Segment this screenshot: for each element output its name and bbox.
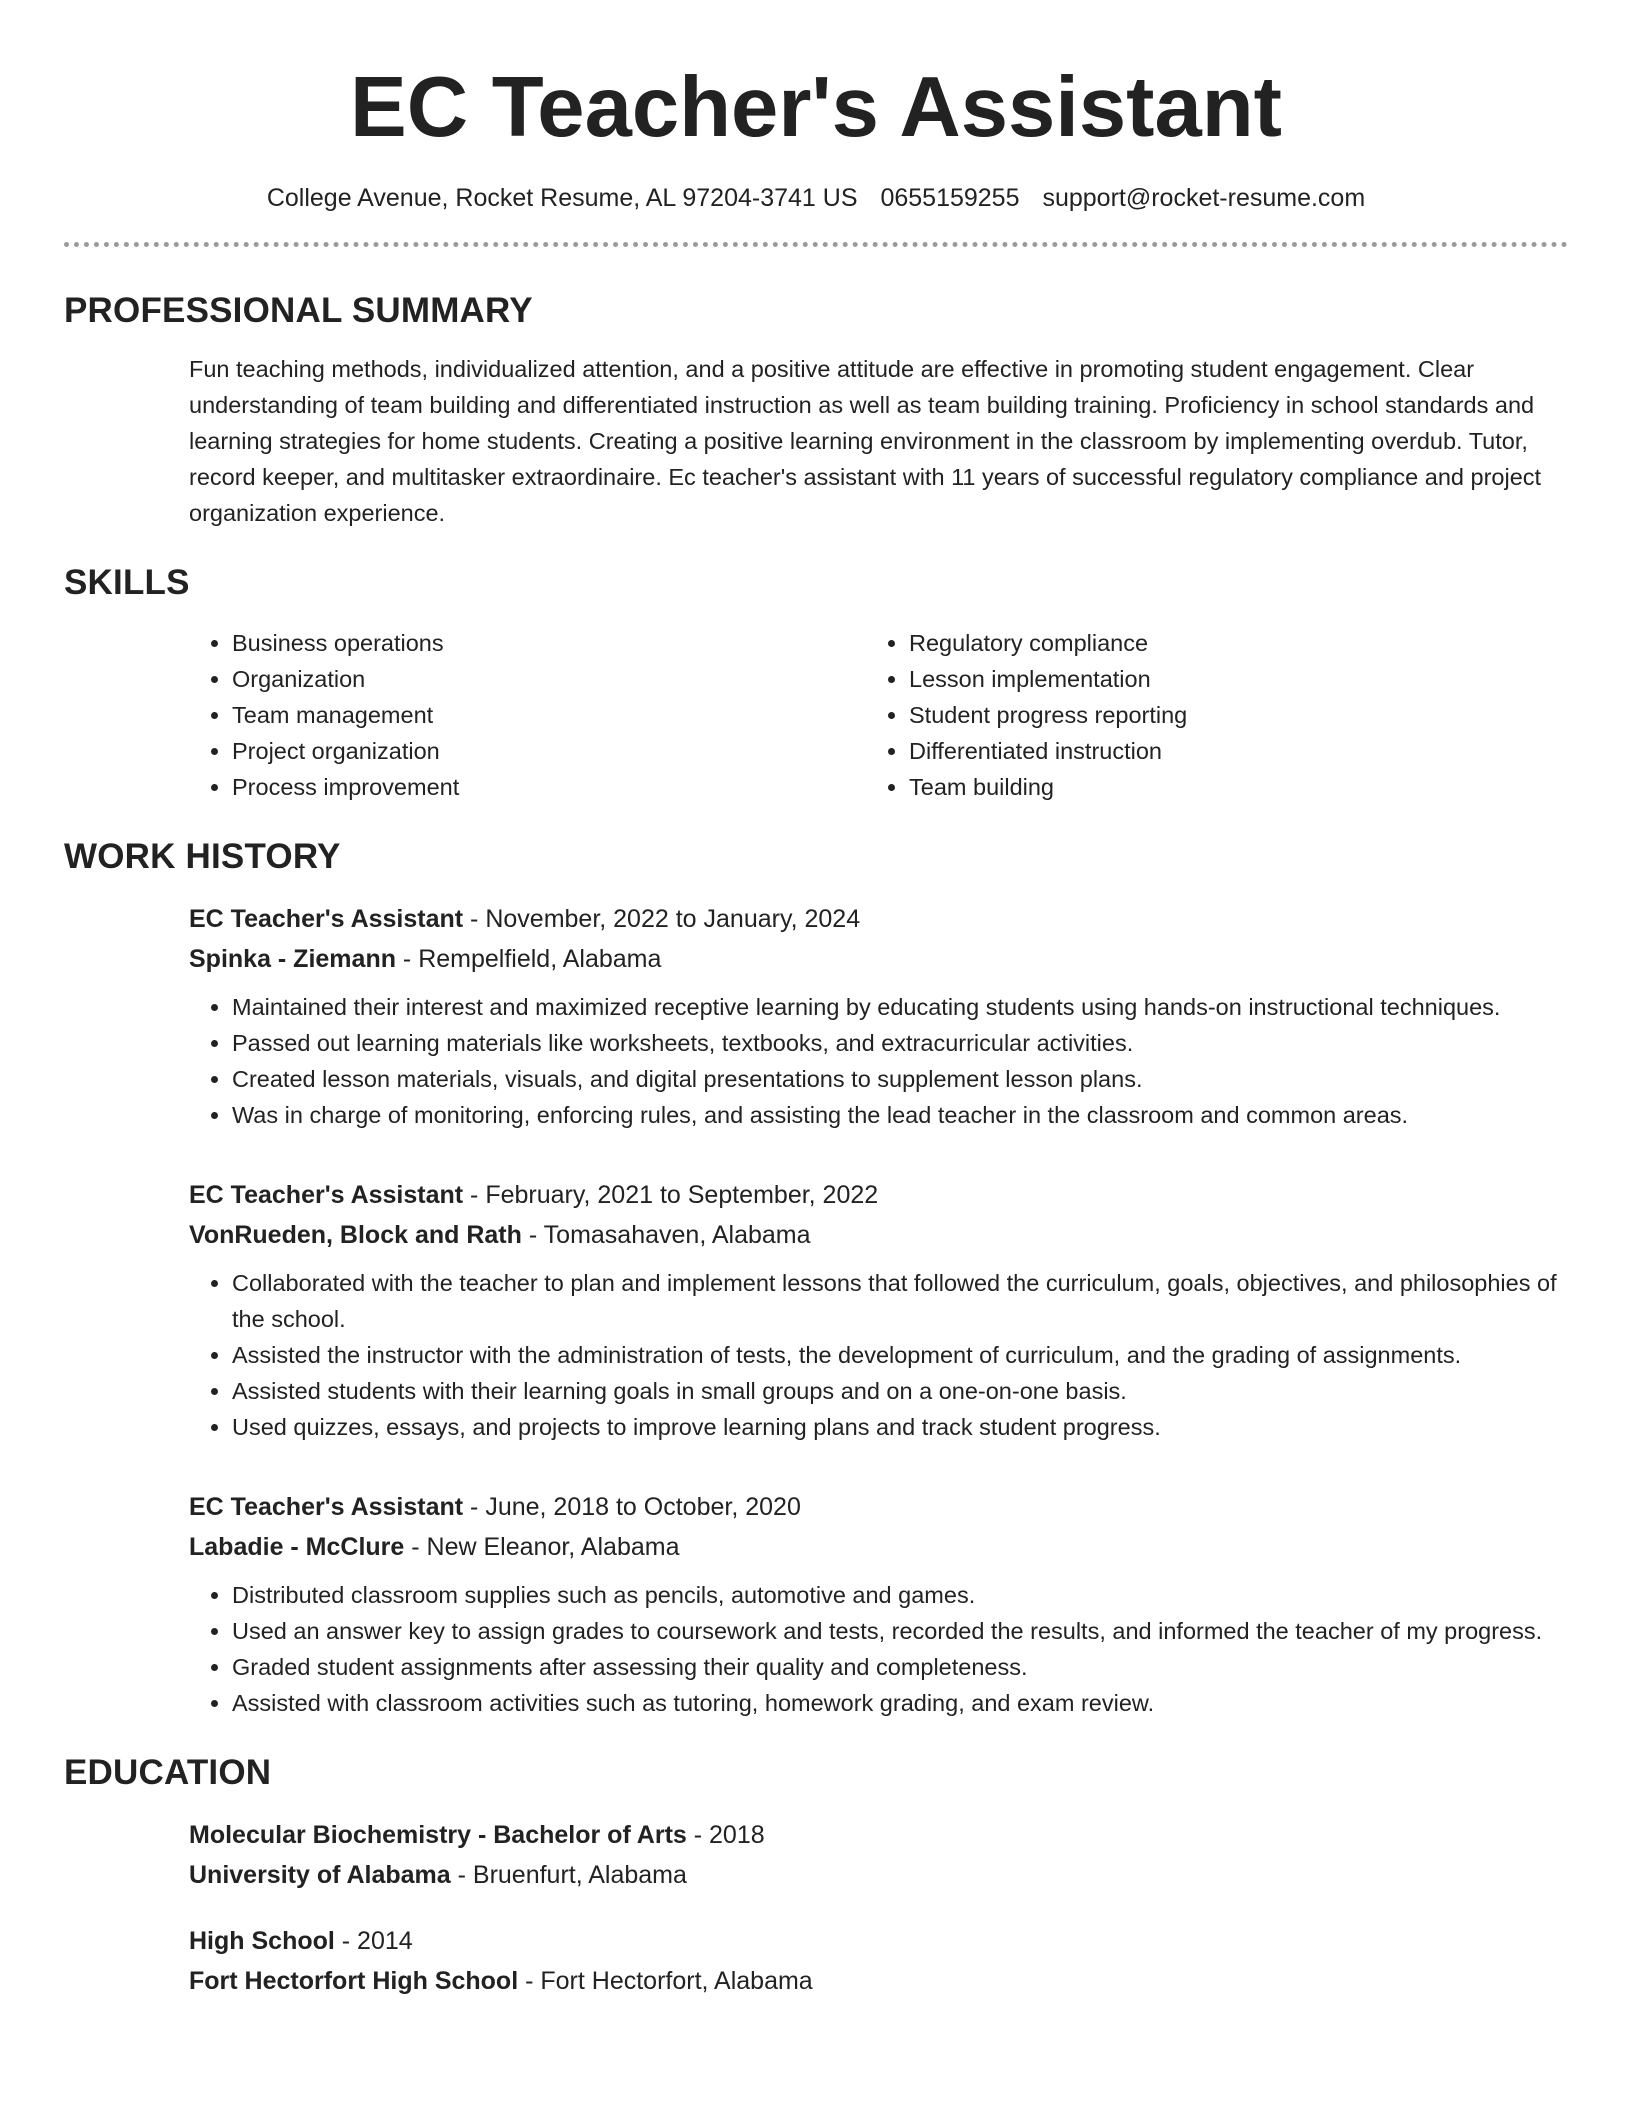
job-bullet: • Collaborated with the teacher to plan and implement lessons that followed the curriculum, goals, objectives, and philosophies of the school.	[232, 1265, 1568, 1337]
skills-section	[64, 625, 1568, 805]
contact-line	[64, 180, 1568, 216]
job-role: EC Teacher's Assistant	[189, 1181, 464, 1209]
section-title-education: EDUCATION	[64, 1753, 272, 1792]
education-entry	[189, 1815, 1568, 1895]
education-school: University of Alabama	[189, 1861, 451, 1889]
job-bullet: • Graded student assignments after assessing their quality and completeness.	[232, 1649, 1568, 1685]
resume-name: EC Teacher's Assistant	[350, 60, 1282, 155]
education-school: Fort Hectorfort High School	[189, 1967, 519, 1995]
skill-item: • Regulatory compliance	[909, 625, 1543, 661]
job-company: VonRueden, Block and Rath	[189, 1221, 522, 1249]
education-degree-line	[189, 1921, 1568, 1961]
skills-list-right	[866, 625, 1543, 805]
job-role: EC Teacher's Assistant	[189, 1493, 464, 1521]
job-bullets	[189, 1265, 1568, 1445]
skill-item: • Team building	[909, 769, 1543, 805]
job-bullets	[189, 989, 1568, 1133]
header-divider	[64, 242, 1568, 247]
contact-email: support@rocket-resume.com	[1042, 184, 1366, 212]
work-history-section	[64, 899, 1568, 1721]
job-title-line	[189, 1487, 1568, 1527]
job-location: - Tomasahaven, Alabama	[521, 1221, 811, 1249]
job-bullet: • Assisted with classroom activities such as tutoring, homework grading, and exam review.	[232, 1685, 1568, 1721]
section-title-skills: SKILLS	[64, 563, 190, 602]
job-entry	[189, 1175, 1568, 1445]
job-title-line	[189, 1175, 1568, 1215]
education-school-line	[189, 1855, 1568, 1895]
section-title-work-history: WORK HISTORY	[64, 837, 341, 876]
job-bullet: • Was in charge of monitoring, enforcing rules, and assisting the lead teacher in the classroom and common areas.	[232, 1097, 1568, 1133]
skill-item: • Business operations	[232, 625, 866, 661]
job-dates: - November, 2022 to January, 2024	[463, 905, 861, 933]
education-entry	[189, 1921, 1568, 2001]
job-location: - Rempelfield, Alabama	[395, 945, 662, 973]
job-bullet: • Maintained their interest and maximized receptive learning by educating students using hands-on instructional techniques.	[232, 989, 1568, 1025]
education-location: - Fort Hectorfort, Alabama	[518, 1967, 813, 1995]
skill-item: • Lesson implementation	[909, 661, 1543, 697]
contact-address: College Avenue, Rocket Resume, AL 97204-3741 US	[266, 184, 858, 212]
job-company-line	[189, 1215, 1568, 1255]
job-bullet: • Used an answer key to assign grades to coursework and tests, recorded the results, and informed the teacher of my progress.	[232, 1613, 1568, 1649]
job-bullet: • Used quizzes, essays, and projects to improve learning plans and track student progress.	[232, 1409, 1568, 1445]
skill-item: • Differentiated instruction	[909, 733, 1543, 769]
skill-item: • Project organization	[232, 733, 866, 769]
job-company-line	[189, 1527, 1568, 1567]
skill-item: • Team management	[232, 697, 866, 733]
job-dates: - February, 2021 to September, 2022	[463, 1181, 879, 1209]
job-role: EC Teacher's Assistant	[189, 905, 464, 933]
contact-phone: 0655159255	[880, 184, 1020, 212]
section-title-summary: PROFESSIONAL SUMMARY	[64, 291, 533, 330]
job-bullet: • Passed out learning materials like worksheets, textbooks, and extracurricular activities.	[232, 1025, 1568, 1061]
job-dates: - June, 2018 to October, 2020	[463, 1493, 801, 1521]
skill-item: • Process improvement	[232, 769, 866, 805]
education-location: - Bruenfurt, Alabama	[450, 1861, 687, 1889]
job-bullet: • Created lesson materials, visuals, and digital presentations to supplement lesson plans.	[232, 1061, 1568, 1097]
education-year: - 2018	[686, 1821, 765, 1849]
skill-item: • Student progress reporting	[909, 697, 1543, 733]
job-entry	[189, 1487, 1568, 1721]
summary-text: Fun teaching methods, individualized attention, and a positive attitude are effective in promoting student engagement. Clear understanding of team building and differentiated instruction as well as team building training. Proficiency in school standards and learning strategies for home students. Creating a positive learning environment in the classroom by implementing overdub. Tutor, record keeper, and multitasker extraordinaire. Ec teacher's assistant with 11 years of successful regulatory compliance and project organization experience.	[189, 356, 1542, 526]
education-section	[64, 1815, 1568, 2001]
job-company: Spinka - Ziemann	[189, 945, 396, 973]
skills-grid	[189, 625, 1568, 805]
resume-page	[64, 0, 1568, 2001]
job-entry	[189, 899, 1568, 1133]
education-degree-line	[189, 1815, 1568, 1855]
education-school-line	[189, 1961, 1568, 2001]
job-bullets	[189, 1577, 1568, 1721]
job-bullet: • Assisted students with their learning goals in small groups and on a one-on-one basis.	[232, 1373, 1568, 1409]
education-year: - 2014	[334, 1927, 413, 1955]
job-company: Labadie - McClure	[189, 1533, 405, 1561]
skills-list-left	[189, 625, 866, 805]
skill-item: • Organization	[232, 661, 866, 697]
job-title-line	[189, 899, 1568, 939]
job-bullet: • Assisted the instructor with the administration of tests, the development of curriculum, and the grading of assignments.	[232, 1337, 1568, 1373]
education-degree: Molecular Biochemistry - Bachelor of Arts	[189, 1821, 687, 1849]
education-degree: High School	[189, 1927, 335, 1955]
job-location: - New Eleanor, Alabama	[404, 1533, 680, 1561]
job-bullet: • Distributed classroom supplies such as pencils, automotive and games.	[232, 1577, 1568, 1613]
job-company-line	[189, 939, 1568, 979]
